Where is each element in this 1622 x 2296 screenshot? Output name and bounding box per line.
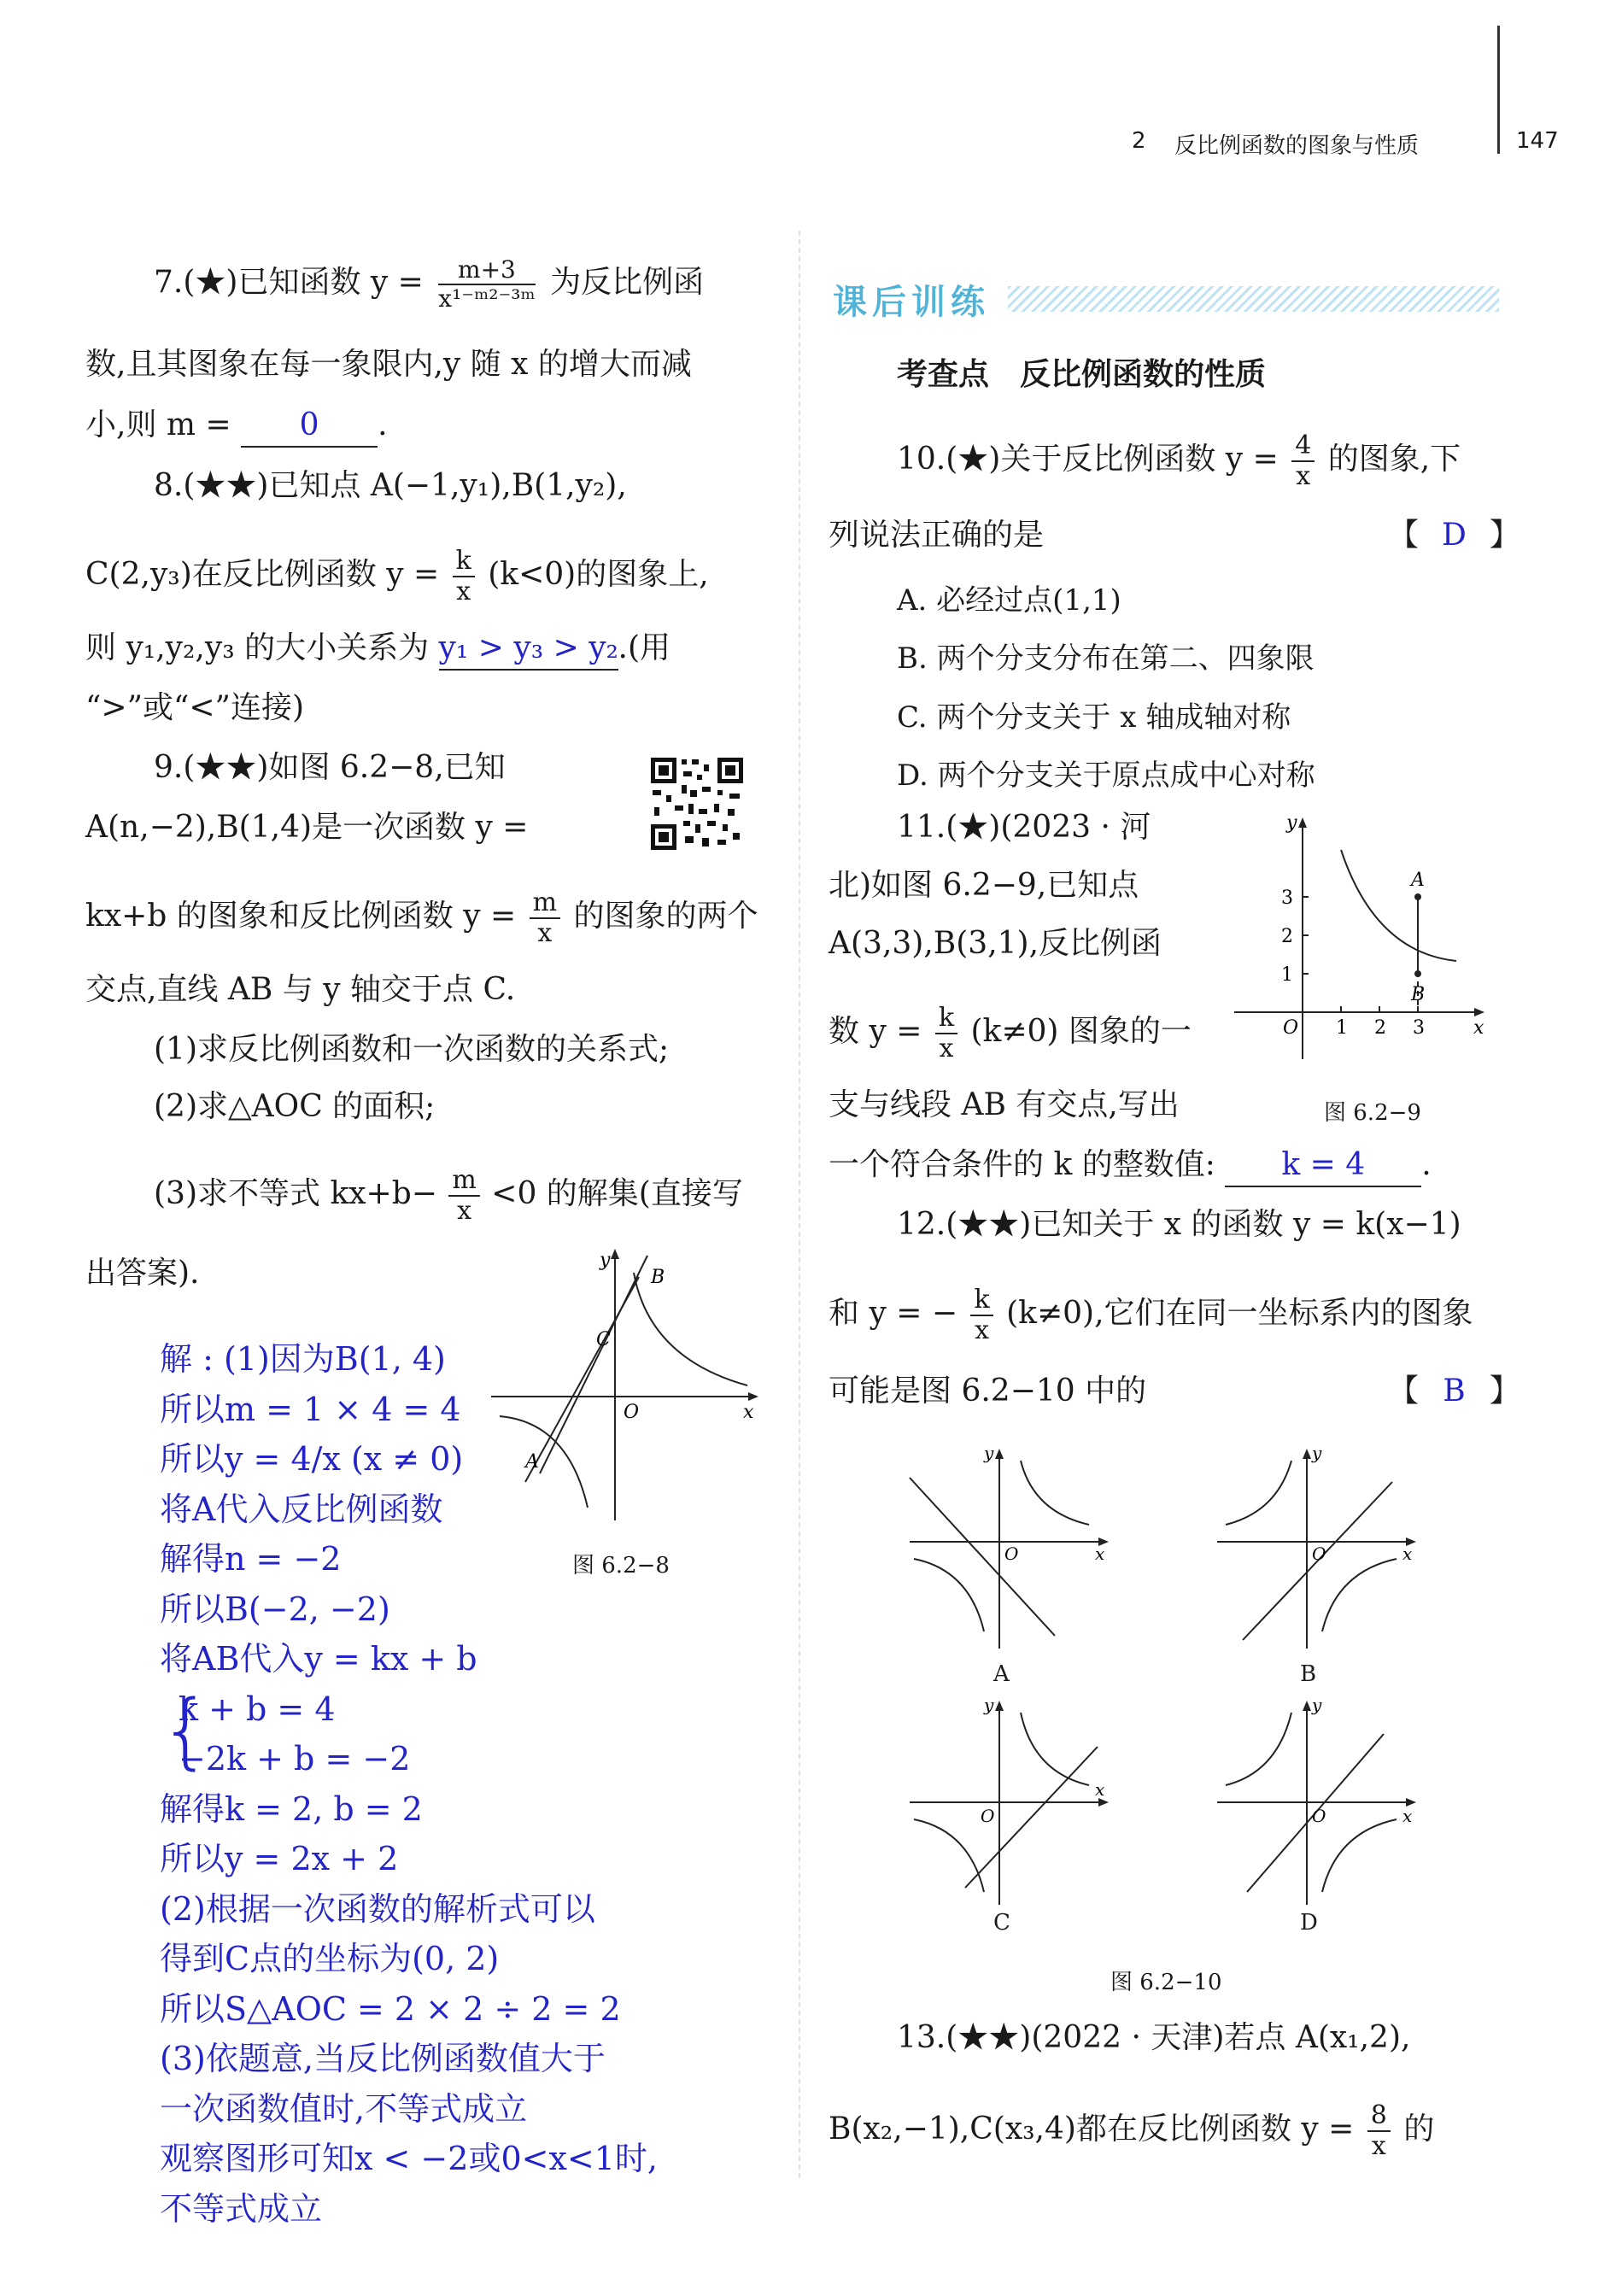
- graph-c-label: C: [993, 1910, 1010, 1936]
- section-title-hatch: [1008, 286, 1499, 312]
- q9-frac-num: m: [530, 888, 560, 919]
- q9-line2: A(n,−2),B(1,4)是一次函数 y =: [85, 810, 529, 845]
- graph-c-o: O: [981, 1806, 995, 1826]
- q9-sub1: (1)求反比例函数和一次函数的关系式;: [154, 1032, 670, 1067]
- q11-line1: 11.(★)(2023 · 河: [897, 810, 1151, 845]
- q7-text-c: 小,则 m =: [85, 407, 231, 442]
- fig8-label-b: B: [651, 1267, 665, 1288]
- page-header-rule: [1497, 26, 1500, 154]
- solution-block: [160, 1334, 658, 2234]
- q9-fraction: [530, 888, 560, 948]
- graph-b-y: y: [1312, 1444, 1322, 1463]
- q9-line4: 交点,直线 AB 与 y 轴交于点 C.: [85, 972, 516, 1007]
- q7-text-a: 7.(★)已知函数 y =: [154, 265, 424, 300]
- fig8-label-c: C: [596, 1329, 611, 1350]
- fig9-tick-y2: 2: [1281, 926, 1293, 947]
- solution-line: (3)依题意,当反比例函数值大于: [160, 2040, 606, 2077]
- graph-d-y: y: [1312, 1696, 1322, 1715]
- solution-line: 一次函数值时,不等式成立: [160, 2089, 528, 2128]
- solution-line: 观察图形可知x < −2或0<x<1时,: [160, 2140, 658, 2177]
- q11-text-a: 数 y =: [829, 1014, 922, 1049]
- fig9-label-o: O: [1283, 1017, 1299, 1039]
- q9-text-a: kx+b 的图象和反比例函数 y =: [85, 899, 517, 934]
- q13-frac-den: x: [1371, 2131, 1386, 2161]
- q8-line4: “>”或“<”连接): [85, 690, 304, 725]
- q8-line1: 8.(★★)已知点 A(−1,y₁),B(1,y₂),: [154, 468, 627, 503]
- solution-line: 将AB代入y = kx + b: [160, 1640, 477, 1678]
- fig9-tick-x1: 1: [1336, 1017, 1348, 1039]
- chapter-title: 反比例函数的图象与性质: [1174, 133, 1420, 159]
- q13-text-a: B(x₂,−1),C(x₃,4)都在反比例函数 y =: [829, 2112, 1355, 2147]
- q12-line3: 可能是图 6.2−10 中的: [829, 1374, 1147, 1409]
- q10-option-c: C. 两个分支关于 x 轴成轴对称: [897, 700, 1291, 735]
- q13-text-b: 的: [1403, 2112, 1435, 2147]
- q7-line1: [154, 256, 704, 313]
- q10-frac-den: x: [1296, 461, 1311, 491]
- graph-a-o: O: [1004, 1543, 1019, 1564]
- solution-line: −2k + b = −2: [179, 1740, 411, 1778]
- q11-text-b: (k≠0) 图象的一: [970, 1014, 1192, 1049]
- q10-answer-bracket: 【 D 】: [1388, 515, 1520, 556]
- q11-line6: [829, 1145, 1432, 1187]
- solution-line: 所以m = 1 × 4 = 4: [160, 1390, 461, 1428]
- q8-text-c: 则 y₁,y₂,y₃ 的大小关系为: [85, 630, 430, 665]
- q13-frac-num: 8: [1367, 2101, 1391, 2132]
- q9-sub3: [154, 1166, 743, 1226]
- system-brace: {: [160, 1682, 213, 1778]
- q9-line3: [85, 888, 758, 948]
- q8-frac-den: x: [456, 577, 471, 606]
- graph-option-a: [905, 1444, 1119, 1657]
- figure-6-2-9-caption: 图 6.2−9: [1324, 1100, 1421, 1126]
- fig9-tick-y3: 3: [1281, 887, 1293, 909]
- solution-line: k + b = 4: [179, 1690, 336, 1728]
- figure-6-2-10-caption: 图 6.2−10: [1110, 1970, 1222, 1995]
- q12-answer-bracket: 【 B 】: [1388, 1371, 1520, 1412]
- solution-line: (2)根据一次函数的解析式可以: [160, 1889, 595, 1928]
- solution-line: 解 : (1)因为B(1, 4): [160, 1340, 446, 1378]
- figure-6-2-8-caption: 图 6.2−8: [572, 1553, 670, 1578]
- q12-line2: [829, 1286, 1473, 1345]
- q10-line1: [897, 431, 1461, 491]
- q12-answer: B: [1443, 1374, 1466, 1409]
- q11-frac-num: k: [935, 1004, 957, 1034]
- q12-text-a: 和 y = −: [829, 1296, 957, 1331]
- q12-frac-num: k: [970, 1286, 993, 1316]
- qr-code[interactable]: [649, 756, 745, 852]
- q9-frac-den: x: [537, 918, 553, 948]
- fig8-label-y: y: [600, 1250, 611, 1271]
- graph-b-x: x: [1402, 1543, 1413, 1564]
- q10-option-d: D. 两个分支关于原点成中心对称: [897, 758, 1315, 793]
- q9-text-b: 的图象的两个: [573, 899, 758, 934]
- solution-line: 解得n = −2: [160, 1540, 342, 1578]
- graph-c-y: y: [984, 1696, 994, 1715]
- q10-line2: 列说法正确的是: [829, 518, 1045, 553]
- q10-option-a: A. 必经过点(1,1): [897, 583, 1121, 618]
- q9-sub3-num: m: [448, 1166, 479, 1197]
- q12-text-b: (k≠0),它们在同一坐标系内的图象: [1006, 1296, 1473, 1331]
- solution-line: 所以y = 4/x (x ≠ 0): [160, 1440, 464, 1478]
- q9-sub3-text-a: (3)求不等式 kx+b−: [154, 1176, 437, 1211]
- graph-d-x: x: [1402, 1806, 1413, 1826]
- graph-b-label: B: [1300, 1661, 1317, 1687]
- q7-frac-num: m+3: [438, 256, 535, 285]
- q10-text-a: 10.(★)关于反比例函数 y =: [897, 442, 1279, 477]
- q8-fraction: [453, 547, 475, 606]
- q10-text-b: 的图象,下: [1327, 442, 1461, 477]
- graph-d-label: D: [1300, 1910, 1318, 1936]
- q8-frac-num: k: [453, 547, 475, 577]
- solution-line: 解得k = 2, b = 2: [160, 1789, 423, 1828]
- fig8-label-a: A: [525, 1451, 539, 1473]
- fig9-tick-y1: 1: [1281, 964, 1293, 986]
- q12-frac-den: x: [975, 1315, 989, 1345]
- q8-line2: [85, 547, 709, 606]
- q7-line2: 数,且其图象在每一象限内,y 随 x 的增大而减: [85, 347, 692, 382]
- q11-line3: A(3,3),B(3,1),反比例函: [829, 926, 1162, 961]
- qr-code-graphic: [649, 756, 745, 852]
- solution-line: 所以y = 2x + 2: [160, 1840, 399, 1877]
- q11-frac-den: x: [939, 1034, 954, 1063]
- q11-text-c: 一个符合条件的 k 的整数值:: [829, 1147, 1215, 1182]
- q11-fraction: [935, 1004, 957, 1063]
- q9-sub3-text-b: <0 的解集(直接写: [491, 1176, 743, 1211]
- q9-line5: 出答案).: [85, 1256, 200, 1291]
- graph-option-c: [905, 1696, 1119, 1909]
- q11-line5: 支与线段 AB 有交点,写出: [829, 1087, 1180, 1122]
- graph-d-o: O: [1312, 1806, 1326, 1826]
- q8-text-d: .(用: [618, 630, 671, 665]
- section-title: 课后训练: [833, 283, 990, 322]
- q7-line3: [85, 405, 388, 448]
- q9-line1: 9.(★★)如图 6.2−8,已知: [154, 750, 506, 785]
- fig9-tick-x3: 3: [1413, 1017, 1425, 1039]
- solution-line: 得到C点的坐标为(0, 2): [160, 1940, 500, 1977]
- fig9-label-x: x: [1473, 1017, 1484, 1039]
- q11-line2: 北)如图 6.2−9,已知点: [829, 868, 1139, 903]
- topic-heading: 考查点 反比例函数的性质: [897, 357, 1267, 392]
- q12-fraction: [970, 1286, 993, 1345]
- q11-answer: k = 4: [1225, 1145, 1421, 1187]
- equation-system: [160, 1684, 658, 1784]
- q7-fraction: [438, 256, 535, 313]
- q7-frac-den: x¹⁻ᵐ²⁻³ᵐ: [438, 284, 536, 313]
- column-divider: [799, 231, 800, 2178]
- graph-b-o: O: [1312, 1543, 1326, 1564]
- fig9-label-b: B: [1411, 984, 1426, 1005]
- q13-line1: 13.(★★)(2022 · 天津)若点 A(x₁,2),: [897, 2020, 1411, 2055]
- figure-6-2-9: [1230, 807, 1490, 1063]
- fig9-label-a: A: [1411, 870, 1425, 891]
- q13-fraction: [1367, 2101, 1391, 2161]
- q7-answer: 0: [241, 405, 378, 448]
- graph-option-d: [1213, 1696, 1426, 1909]
- chapter-number: 2: [1132, 128, 1146, 154]
- fig8-label-o: O: [624, 1402, 640, 1423]
- graph-a-x: x: [1095, 1543, 1105, 1564]
- solution-line: 所以B(−2, −2): [160, 1590, 390, 1628]
- fig9-label-y: y: [1286, 812, 1297, 834]
- q8-line3: [85, 628, 670, 671]
- graph-a-y: y: [984, 1444, 994, 1463]
- q9-sub2: (2)求△AOC 的面积;: [154, 1089, 436, 1124]
- fig9-tick-x2: 2: [1374, 1017, 1386, 1039]
- q10-answer: D: [1442, 518, 1467, 553]
- q7-period: .: [378, 407, 388, 442]
- graph-a-label: A: [993, 1661, 1010, 1687]
- solution-line: 所以S△AOC = 2 × 2 ÷ 2 = 2: [160, 1989, 621, 2028]
- page-number: 147: [1516, 128, 1559, 154]
- graph-c-x: x: [1095, 1779, 1105, 1800]
- q13-line2: [829, 2101, 1434, 2161]
- q11-line4: [829, 1004, 1192, 1063]
- q10-option-b: B. 两个分支分布在第二、四象限: [897, 641, 1315, 676]
- q8-text-a: C(2,y₃)在反比例函数 y =: [85, 557, 440, 592]
- q12-line1: 12.(★★)已知关于 x 的函数 y = k(x−1): [897, 1207, 1461, 1242]
- q9-sub3-den: x: [457, 1196, 472, 1226]
- graph-option-b: [1213, 1444, 1426, 1657]
- solution-line: 将A代入反比例函数: [160, 1490, 443, 1528]
- fig8-label-x: x: [743, 1402, 754, 1423]
- q7-text-b: 为反比例函: [550, 265, 705, 300]
- q11-period: .: [1421, 1147, 1432, 1182]
- q8-text-b: (k<0)的图象上,: [488, 557, 709, 592]
- q10-fraction: [1291, 431, 1315, 491]
- q9-sub3-fraction: [448, 1166, 479, 1226]
- solution-line: 不等式成立: [160, 2189, 323, 2228]
- q8-answer: y₁ > y₃ > y₂: [439, 628, 618, 671]
- q10-frac-num: 4: [1291, 431, 1315, 462]
